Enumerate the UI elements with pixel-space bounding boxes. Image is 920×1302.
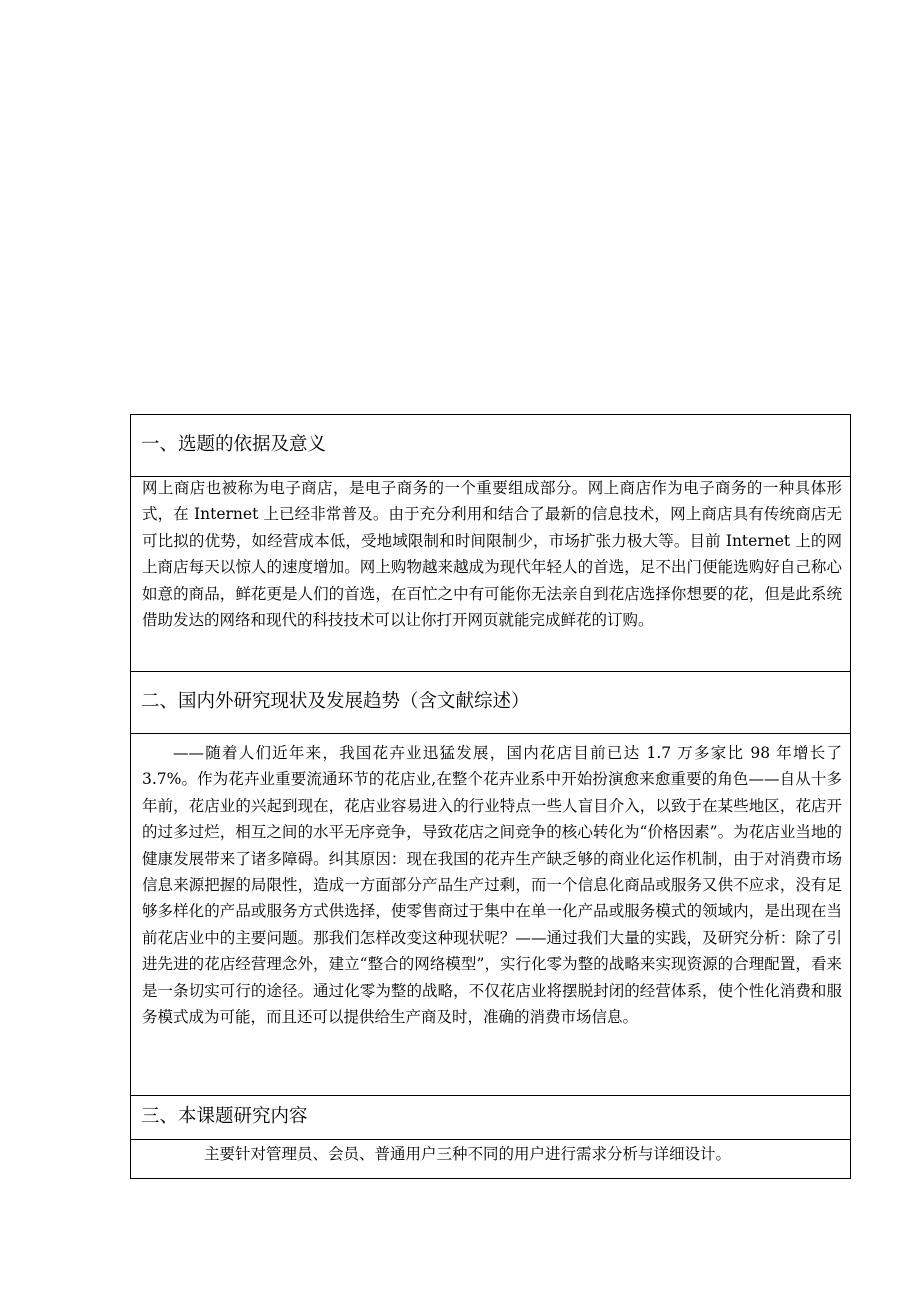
section-2-heading: 二、国内外研究现状及发展趋势（含文献综述） [141, 691, 530, 713]
section-2-body: ——随着人们近年来，我国花卉业迅猛发展，国内花店目前已达 1.7 万多家比 98 年增长了 3.7%。作为花卉业重要流通环节的花店业,在整个花卉业系中开始扮演愈来愈重要的角色——自从十多年前，花店业的兴起到现在，花店业容易进入的行业特点一些人盲目介入，以致于在某些地区，花店开的过多过烂，相互之间的水平无序竞争，导致花店之间竞争的核心转化为“价格因素”。为花店业当地的健康发展带来了诸多障碍。纠其原因：现在我国的花卉生产缺乏够的商业化运作机制，由于对消费市场信息来源把握的局限性，造成一方面部分产品生产过剩，而一个信息化商品或服务又供不应求，没有足够多样化的产品或服务方式供选择，使零售商过于集中在单一化产品或服务模式的领域内，是出现在当前花店业中的主要问题。那我们怎样改变这种现状呢？——通过我们大量的实践，及研究分析：除了引进先进的花店经营理念外，建立“整合的网络模型”，实行化零为整的战略来实现资源的合理配置，看来是一条切实可行的途径。通过化零为整的战略，不仅花店业将摆脱封闭的经营体系，使个性化消费和服务模式成为可能，而且还可以提供给生产商及时，准确的消费市场信息。 [142, 744, 842, 1027]
section-1-body: 网上商店也被称为电子商店，是电子商务的一个重要组成部分。网上商店作为电子商务的一种具体形式，在 Internet 上已经非常普及。由于充分利用和结合了最新的信息技术，网上商店具有传统商店无可比拟的优势，如经营成本低，受地域限制和时间限制少，市场扩张力极大等。目前 Internet 上的网上商店每天以惊人的速度增加。网上购物越来越成为现代年轻人的首选，足不出门便能选购好自己称心如意的商品，鲜花更是人们的首选，在百忙之中有可能你无法亲自到花店选择你想要的花，但是此系统借助发达的网络和现代的科技技术可以让你打开网页就能完成鲜花的订购。 [142, 479, 842, 630]
section-1-heading-cell [131, 415, 850, 477]
section-3-body-cell [131, 1140, 850, 1178]
section-2-body-cell [131, 734, 850, 1096]
section-3-heading-cell [131, 1096, 850, 1140]
section-1-body-cell [131, 477, 850, 672]
proposal-table [130, 414, 851, 1179]
section-2-heading-cell [131, 672, 850, 734]
section-3-heading: 三、本课题研究内容 [141, 1106, 308, 1128]
section-1-heading: 一、选题的依据及意义 [141, 434, 327, 456]
section-3-body: 主要针对管理员、会员、普通用户三种不同的用户进行需求分析与详细设计。 [204, 1145, 732, 1163]
